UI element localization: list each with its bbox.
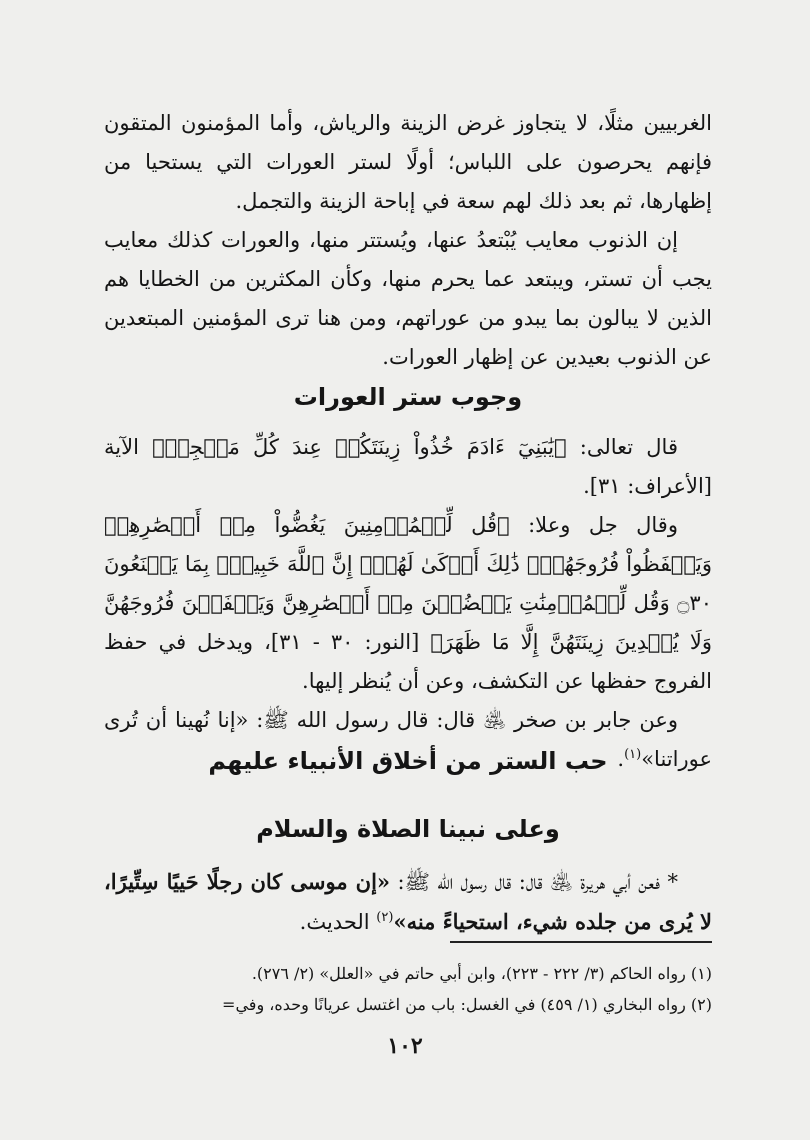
- section1-text: [104, 428, 712, 779]
- page-number: ١٠٢: [387, 1033, 423, 1059]
- hadith-tail: الحديث.: [299, 910, 377, 934]
- verse-lead: وقال جل وعلا:: [509, 513, 678, 537]
- verse-reference: [النور: ٣٠ - ٣١]، ويدخل في حفظ الفروج حفظها عن التكشف، وعن أن يُنظر إليها.: [104, 630, 712, 693]
- footnote-ref-1: (١): [624, 747, 642, 762]
- verse-reference: الآية [الأعراف: ٣١].: [104, 435, 712, 498]
- footnote-2: (٢) رواه البخاري (١/ ٤٥٩) في الغسل: باب من اغتسل عريانًا وحده، وفي=: [222, 995, 712, 1014]
- section2-text: [104, 862, 712, 942]
- intro-paragraph-2: إن الذنوب معايب يُبْتعدُ عنها، ويُستتر منها، والعورات كذلك معايب يجب أن تستر، ويبتعد عما يحرم منها، وكأن المكثرين من الخطايا هم الذين لا يبالون بما يبدو من عوراتهم، ومن هنا ترى المؤمنين المبتعدين عن الذنوب بعيدين عن إظهار العورات.: [104, 228, 712, 369]
- section-heading-prophets-line-2: وعلى نبينا الصلاة والسلام: [256, 815, 560, 843]
- footnote-ref-2: (٢): [376, 910, 394, 925]
- section2-paragraph-1: [104, 862, 712, 942]
- sentence-end: .: [617, 747, 625, 771]
- section-heading-covering-awrah: وجوب ستر العورات: [293, 383, 523, 411]
- section-heading-prophets-line-1: حب الستر من أخلاق الأنبياء عليهم: [208, 747, 608, 775]
- footnote-1: (١) رواه الحاكم (٣/ ٢٢٢ - ٢٢٣)، وابن أبي حاتم في «العلل» (٢/ ٢٧٦).: [251, 964, 712, 983]
- hadith-jabir: وعن جابر بن صخر ﵁ قال: قال رسول الله ﷺ: «إنا نُهينا أن تُرى عوراتنا»: [104, 708, 712, 771]
- section1-paragraph-1: [104, 428, 712, 506]
- quran-verse-nur: ﴿قُل لِّلۡمُؤۡمِنِينَ يَغُضُّواْ مِنۡ أَبۡصَٰرِهِمۡ وَيَحۡفَظُواْ فُرُوجَهُمۡۚ ذَٰلِكَ أَزۡكَىٰ لَهُمۡۚ إِنَّ ٱللَّهَ خَبِيرُۢ بِمَا يَصۡنَعُونَ ۝٣٠ وَقُل لِّلۡمُؤۡمِنَٰتِ يَغۡضُضۡنَ مِنۡ أَبۡصَٰرِهِنَّ وَيَحۡفَظۡنَ فُرُوجَهُنَّ وَلَا يُبۡدِينَ زِينَتَهُنَّ إِلَّا مَا ظَهَرَ﴾: [104, 513, 712, 654]
- hadith-musa: «إن موسى كان رجلًا حَييًا سِتِّيرًا، لا يُرى من جلده شيء، استحياءً منه»: [104, 869, 712, 934]
- hadith-lead: * فعن أبي هريرة ﵁ قال: قال رسول الله ﷺ:: [390, 870, 678, 894]
- footnotes: [104, 958, 712, 1020]
- intro-text: [104, 104, 712, 377]
- footnote-divider: [450, 941, 712, 943]
- verse-lead: قال تعالى:: [566, 435, 678, 459]
- quran-verse-araf: ﴿يَٰبَنِيٓ ءَادَمَ خُذُواْ زِينَتَكُمۡ عِندَ كُلِّ مَسۡجِدٖ﴾: [152, 435, 567, 459]
- intro-paragraph-1: الغربيين مثلًا، لا يتجاوز غرض الزينة والرياش، وأما المؤمنون المتقون فإنهم يحرصون على اللباس؛ أولًا لستر العورات التي يستحيا من إظهارها، ثم بعد ذلك لهم سعة في إباحة الزينة والتجمل.: [104, 111, 712, 213]
- section1-paragraph-2: [104, 506, 712, 701]
